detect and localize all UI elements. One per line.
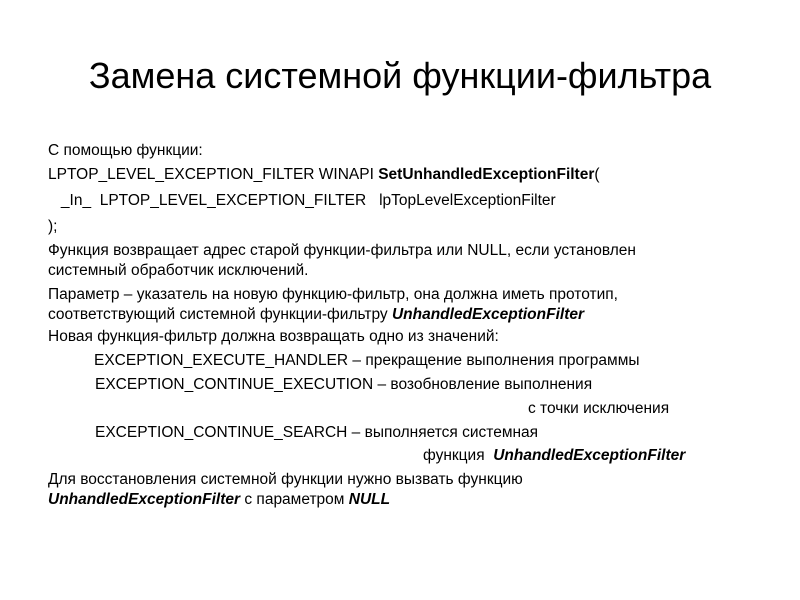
value-continue-execution-cont: с точки исключения xyxy=(528,400,670,417)
continue-search-function: UnhandledExceptionFilter xyxy=(493,447,686,464)
body-line-parameter: _In_ LPTOP_LEVEL_EXCEPTION_FILTER lpTopLevelExceptionFilter xyxy=(48,192,556,209)
value-execute-handler: EXCEPTION_EXECUTE_HANDLER – прекращение выполнения программы xyxy=(94,352,640,369)
param-desc-text: соответствующий системной функции-фильтру xyxy=(48,306,392,323)
body-line-return-desc-2: системный обработчик исключений. xyxy=(48,262,309,279)
value-continue-execution: EXCEPTION_CONTINUE_EXECUTION – возобновление выполнения xyxy=(95,376,593,393)
body-line-intro: С помощью функции: xyxy=(48,142,203,159)
signature-function-name: SetUnhandledExceptionFilter xyxy=(378,166,595,183)
slide-title: Замена системной функции-фильтра xyxy=(88,55,712,96)
restore-null: NULL xyxy=(348,491,391,508)
continue-search-text: функция xyxy=(423,447,494,464)
body-line-restore-2 xyxy=(48,490,390,510)
body-line-return-desc-1: Функция возвращает адрес старой функции-фильтра или NULL, если установлен xyxy=(48,242,636,259)
body-line-param-desc-2 xyxy=(48,305,584,325)
body-line-close-paren: ); xyxy=(48,218,58,235)
body-line-param-desc-1: Параметр – указатель на новую функцию-фильтр, она должна иметь прототип, xyxy=(48,286,618,303)
signature-open-paren: ( xyxy=(594,166,600,183)
param-desc-function: UnhandledExceptionFilter xyxy=(391,306,585,323)
body-line-restore-1: Для восстановления системной функции нужно вызвать функцию xyxy=(48,471,523,488)
body-line-values-intro: Новая функция-фильтр должна возвращать одно из значений: xyxy=(48,328,499,345)
value-continue-search: EXCEPTION_CONTINUE_SEARCH – выполняется системная xyxy=(95,424,539,441)
signature-return-type: LPTOP_LEVEL_EXCEPTION_FILTER WINAPI xyxy=(48,166,379,183)
body-line-signature xyxy=(48,165,600,185)
restore-text: с параметром xyxy=(240,491,349,508)
value-continue-search-cont xyxy=(423,446,685,466)
restore-function: UnhandledExceptionFilter xyxy=(48,491,241,508)
